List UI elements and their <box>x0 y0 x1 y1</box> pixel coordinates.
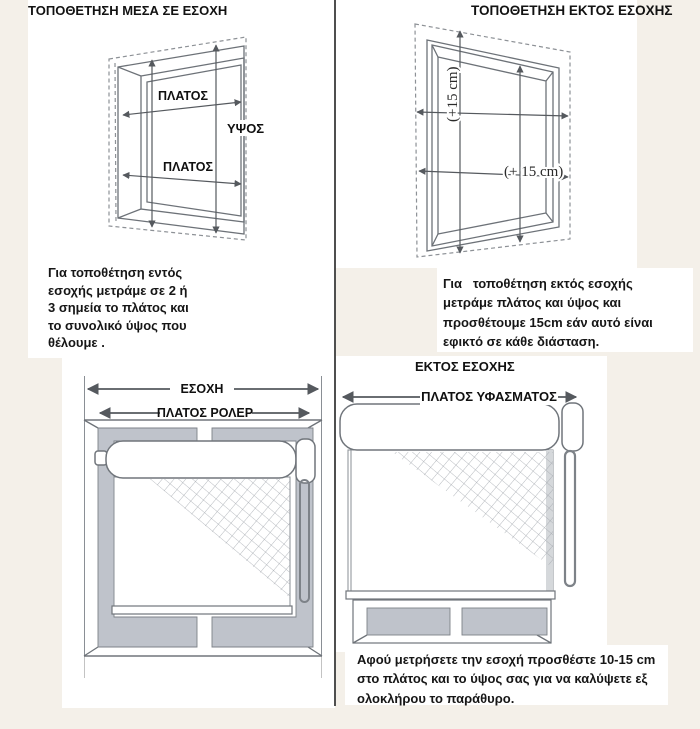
caption-bottom <box>357 650 667 708</box>
roller-end-cap <box>562 403 583 451</box>
plus15-horizontal-label: (+ 15 cm) <box>504 164 564 180</box>
caption-line: Αφού μετρήσετε την εσοχή προσθέστε 10-15 cm <box>357 652 656 667</box>
window-pane-left <box>367 608 450 635</box>
outside-recess-diagram <box>336 0 637 268</box>
bracket-left <box>95 451 107 465</box>
recess-width-label: ΕΣΟΧΗ <box>180 382 224 396</box>
window-bottom <box>353 600 551 643</box>
chain-loop <box>565 451 575 586</box>
height-label: ΥΨΟΣ <box>227 121 265 136</box>
hem-bar <box>346 591 555 599</box>
roller-end-cap <box>296 439 315 483</box>
caption-line: εφικτό σε κάθε διάσταση. <box>443 333 600 349</box>
roller-width-label: ΠΛΑΤΟΣ ΡΟΛΕΡ <box>156 406 254 420</box>
fabric-width-arrow <box>343 388 576 405</box>
title-inside-recess: ΤΟΠΟΘΕΤΗΣΗ ΜΕΣΑ ΣΕ ΕΣΟΧΗ <box>28 3 228 18</box>
roller-outside-recess-diagram <box>336 354 607 654</box>
caption-line: στο πλάτος και το ύψος σας για να καλύψετε εξ <box>357 671 648 687</box>
roller-width-arrow <box>100 404 309 421</box>
caption-line: 3 σημεία το πλάτος και <box>48 300 189 316</box>
caption-line: το συνολικό ύψος που <box>48 317 187 333</box>
recess-width-arrow <box>88 380 318 397</box>
caption-line: θέλουμε . <box>48 335 105 351</box>
width-label-bottom: ΠΛΑΤΟΣ <box>163 160 213 174</box>
hem-bar <box>112 606 292 614</box>
inside-recess-diagram <box>28 0 335 362</box>
roller-inside-recess-diagram <box>62 354 335 710</box>
caption-line: Για τοποθέτηση εκτός εσοχής <box>443 276 633 291</box>
plus15-vertical-label: (+15 cm) <box>445 66 461 122</box>
recess-frame <box>109 37 246 240</box>
title-outside-recess-bottom: ΕΚΤΟΣ ΕΣΟΧΗΣ <box>415 359 515 374</box>
roller-tube <box>106 441 296 478</box>
roller-tube <box>340 404 559 450</box>
caption-line: μετράμε πλάτος και ύψος και <box>443 295 622 311</box>
caption-line: εσοχής μετράμε σε 2 ή <box>48 282 188 298</box>
fabric-width-label: ΠΛΑΤΟΣ ΥΦΑΣΜΑΤΟΣ <box>421 389 557 404</box>
title-outside-recess: ΤΟΠΟΘΕΤΗΣΗ ΕΚΤΟΣ ΕΣΟΧΗΣ <box>471 3 673 18</box>
caption-line: Για τοποθέτηση εντός <box>48 265 183 280</box>
caption-outside-recess <box>443 274 699 351</box>
caption-line: προσθέτουμε 15cm εάν αυτό είναι <box>443 314 653 330</box>
window-pane-right <box>462 608 547 635</box>
width-label-top: ΠΛΑΤΟΣ <box>158 89 208 103</box>
caption-line: ολοκλήρου το παράθυρο. <box>357 690 515 706</box>
